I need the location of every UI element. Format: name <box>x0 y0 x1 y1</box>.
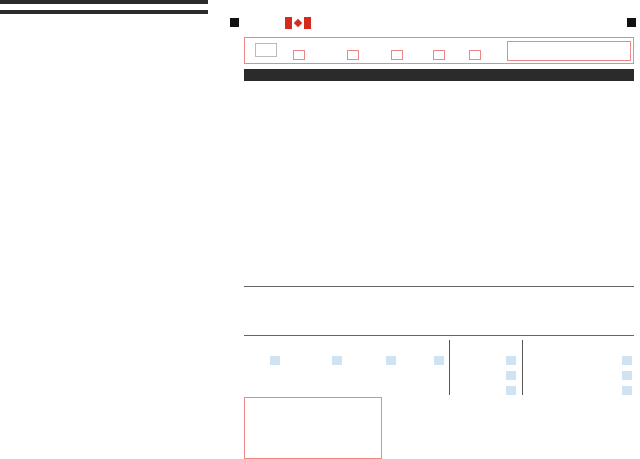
partB-heading <box>0 10 208 14</box>
home-address-section <box>244 286 634 336</box>
code-eq-box[interactable] <box>433 50 445 60</box>
purpose-business-checkbox[interactable] <box>506 386 516 395</box>
arrival-section <box>244 340 634 395</box>
pax-field[interactable] <box>255 43 277 57</box>
office-wide-field[interactable] <box>507 41 631 61</box>
declaration-card <box>230 8 636 459</box>
code-r-box[interactable] <box>293 50 305 60</box>
goods-section <box>244 397 634 459</box>
origin-other-direct-checkbox[interactable] <box>622 371 632 380</box>
partA-header <box>244 69 634 81</box>
purpose-personal-checkbox[interactable] <box>506 371 516 380</box>
mode-air-checkbox[interactable] <box>270 356 280 365</box>
mode-road-checkbox[interactable] <box>434 356 444 365</box>
registration-mark <box>230 18 239 27</box>
mode-marine-checkbox[interactable] <box>386 356 396 365</box>
code-vus-box[interactable] <box>347 50 359 60</box>
registration-mark <box>627 18 636 27</box>
canada-flag-icon <box>285 17 311 29</box>
office-use-box <box>244 37 634 64</box>
instructions-heading <box>0 0 208 4</box>
cut-instruction <box>206 100 228 290</box>
purpose-study-checkbox[interactable] <box>506 356 516 365</box>
office-stamp-box <box>244 397 382 459</box>
instructions-column <box>0 0 208 459</box>
code-a-box[interactable] <box>469 50 481 60</box>
origin-us-checkbox[interactable] <box>622 356 632 365</box>
mode-rail-checkbox[interactable] <box>332 356 342 365</box>
origin-other-via-us-checkbox[interactable] <box>622 386 632 395</box>
code-av-box[interactable] <box>391 50 403 60</box>
